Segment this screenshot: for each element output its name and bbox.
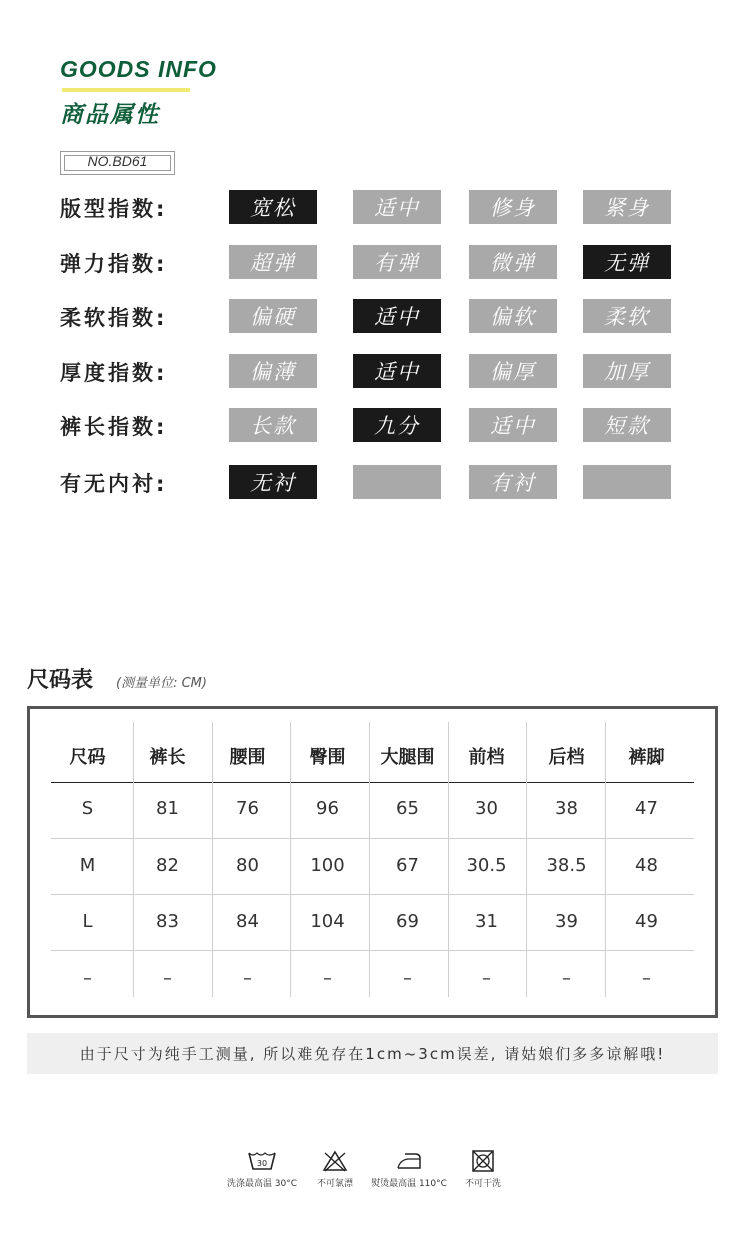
size-chart-title: 尺码表 (27, 668, 94, 693)
row-divider (51, 894, 694, 895)
attribute-option: 偏软 (469, 299, 557, 333)
no-dry-clean-icon (471, 1150, 495, 1172)
measurement-note: 由于尺寸为纯手工测量, 所以难免存在1cm~3cm误差, 请姑娘们多多谅解哦! (79, 1045, 666, 1063)
attribute-option: 长款 (229, 408, 317, 442)
table-cell: 69 (396, 911, 419, 932)
column-header: 尺码 (69, 747, 106, 768)
attribute-option: 有衬 (469, 465, 557, 499)
column-header: 后档 (548, 747, 585, 768)
bleach-label: 不可氯漂 (316, 1179, 353, 1189)
table-cell: 96 (316, 798, 339, 819)
care-dry-clean (458, 1150, 508, 1189)
attribute-option-selected: 宽松 (229, 190, 317, 224)
attribute-option: 修身 (469, 190, 557, 224)
attribute-option: 适中 (353, 190, 441, 224)
table-cell: 49 (635, 911, 658, 932)
table-cell: 80 (236, 855, 259, 876)
column-header: 裤长 (149, 747, 186, 768)
title-underline (62, 88, 190, 92)
attribute-option-selected: 适中 (353, 354, 441, 388)
table-cell: L (82, 911, 93, 932)
attribute-option-selected: 无弹 (583, 245, 671, 279)
attribute-option: 有弹 (353, 245, 441, 279)
table-cell: 65 (396, 798, 419, 819)
table-cell: M (79, 855, 96, 876)
table-cell: 76 (236, 798, 259, 819)
column-header: 裤脚 (628, 747, 665, 768)
measurement-note-bar (27, 1033, 718, 1074)
wash-label: 洗涤最高温 30°C (226, 1179, 298, 1189)
size-chart-unit: (测量单位: CM) (116, 676, 207, 691)
column-header: 前档 (468, 747, 505, 768)
attribute-option: 超弹 (229, 245, 317, 279)
column-header: 臀围 (309, 747, 346, 768)
attribute-option (583, 465, 671, 499)
table-cell: – (403, 968, 412, 989)
product-attributes-title: 商品属性 (60, 102, 160, 128)
svg-text:30: 30 (256, 1159, 268, 1168)
table-cell: 31 (475, 911, 498, 932)
attribute-option: 紧身 (583, 190, 671, 224)
attribute-option: 偏硬 (229, 299, 317, 333)
care-iron (366, 1150, 452, 1189)
table-cell: 38.5 (546, 855, 587, 876)
attribute-option: 微弹 (469, 245, 557, 279)
table-cell: S (81, 798, 94, 819)
table-cell: 47 (635, 798, 658, 819)
attribute-option: 加厚 (583, 354, 671, 388)
attribute-option (353, 465, 441, 499)
attribute-option-selected: 九分 (353, 408, 441, 442)
attribute-label: 厚度指数: (60, 361, 168, 385)
attribute-option: 偏薄 (229, 354, 317, 388)
attribute-option: 柔软 (583, 299, 671, 333)
attribute-label: 柔软指数: (60, 306, 168, 330)
no-bleach-icon (322, 1150, 348, 1172)
attribute-option-selected: 适中 (353, 299, 441, 333)
table-cell: – (83, 968, 92, 989)
iron-label: 熨烫最高温 110°C (371, 1179, 447, 1189)
wash-30-icon (247, 1150, 277, 1172)
table-cell: 38 (555, 798, 578, 819)
attribute-label: 有无内衬: (60, 472, 168, 496)
table-cell: – (163, 968, 172, 989)
model-number: NO.BD61 (87, 153, 148, 169)
table-cell: – (323, 968, 332, 989)
table-cell: – (482, 968, 491, 989)
row-divider (51, 950, 694, 951)
attribute-option: 适中 (469, 408, 557, 442)
table-cell: 104 (310, 911, 345, 932)
attribute-option: 短款 (583, 408, 671, 442)
table-cell: 48 (635, 855, 658, 876)
attribute-label: 版型指数: (60, 197, 168, 221)
care-wash (222, 1150, 302, 1189)
table-cell: 67 (396, 855, 419, 876)
attribute-option: 偏厚 (469, 354, 557, 388)
header-divider (51, 782, 694, 783)
table-cell: 83 (156, 911, 179, 932)
attribute-label: 裤长指数: (60, 415, 168, 439)
attribute-label: 弹力指数: (60, 252, 168, 276)
table-cell: 30 (475, 798, 498, 819)
model-number-box (60, 151, 175, 175)
goods-info-title: GOODS INFO (60, 56, 217, 82)
attribute-option-selected: 无衬 (229, 465, 317, 499)
column-header: 腰围 (229, 747, 266, 768)
iron-110-icon (395, 1150, 423, 1172)
table-cell: 84 (236, 911, 259, 932)
column-header: 大腿围 (380, 747, 435, 768)
table-cell: – (642, 968, 651, 989)
table-cell: 30.5 (466, 855, 507, 876)
row-divider (51, 838, 694, 839)
table-cell: – (562, 968, 571, 989)
table-cell: 82 (156, 855, 179, 876)
table-cell: – (243, 968, 252, 989)
dry-clean-label: 不可干洗 (464, 1179, 501, 1189)
table-cell: 100 (310, 855, 345, 876)
care-bleach (310, 1150, 360, 1189)
table-cell: 81 (156, 798, 179, 819)
table-cell: 39 (555, 911, 578, 932)
